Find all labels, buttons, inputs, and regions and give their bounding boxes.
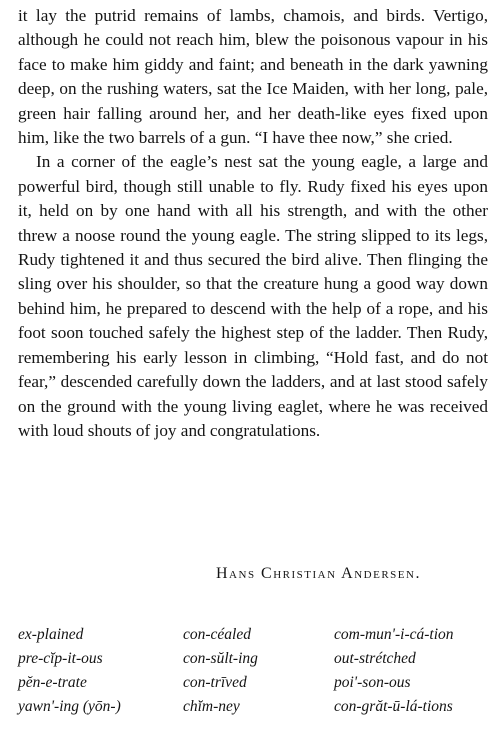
vocab-word: con-sŭlt-ing bbox=[183, 650, 258, 667]
story-paragraph-1: it lay the putrid remains of lambs, chamois, and birds. Vertigo, although he could not reach him, blew the poisonous vapour in his face to make him giddy and faint; and beneath in the dark yawning deep, on the rushing waters, sat the Ice Maiden, with her long, pale, green hair falling around her, and her death-like eyes fixed upon him, like the two barrels of a gun. “I have thee now,” she cried. bbox=[18, 6, 488, 148]
vocab-row bbox=[18, 647, 488, 671]
vocab-row bbox=[18, 623, 488, 647]
story-paragraph-2: In a corner of the eagle’s nest sat the young eagle, a large and powerful bird, though still unable to fly. Rudy fixed his eyes upon it, held on by one hand with all his strength, and with the other threw a noose round the young eagle. The string slipped to its legs, Rudy tightened it and thus secured the bird alive. Then flinging the sling over his shoulder, so that the creature hung a good way down behind him, he prepared to descend with the help of a rope, and his foot soon touched safely the highest step of the ladder. Then Rudy, remembering his early lesson in climbing, “Hold fast, and do not fear,” descended carefully down the ladders, and at last stood safely on the ground with the young living eaglet, where he was received with loud shouts of joy and congratulations. bbox=[18, 152, 488, 440]
vocab-word: poi'-son-ous bbox=[334, 674, 411, 691]
vocab-word: con-trīved bbox=[183, 674, 247, 691]
vocab-word: con-céaled bbox=[183, 626, 251, 643]
vocab-word: con-grăt-ū-lá-tions bbox=[334, 698, 453, 715]
vocab-word: yawn'-ing (yōn-) bbox=[18, 698, 121, 715]
vocab-word: pĕn-e-trate bbox=[18, 674, 87, 691]
vocab-row bbox=[18, 695, 488, 719]
vocab-word: com-mun'-i-cá-tion bbox=[334, 626, 454, 643]
author-signature: Hans Christian Andersen. bbox=[216, 565, 421, 582]
vocabulary-list bbox=[18, 623, 488, 719]
document-page bbox=[18, 4, 488, 443]
vocab-word: pre-cĭp-it-ous bbox=[18, 650, 103, 667]
vocab-word: ex-plained bbox=[18, 626, 84, 643]
vocab-word: chĭm-ney bbox=[183, 698, 240, 715]
vocab-row bbox=[18, 671, 488, 695]
vocab-word: out-strétched bbox=[334, 650, 416, 667]
